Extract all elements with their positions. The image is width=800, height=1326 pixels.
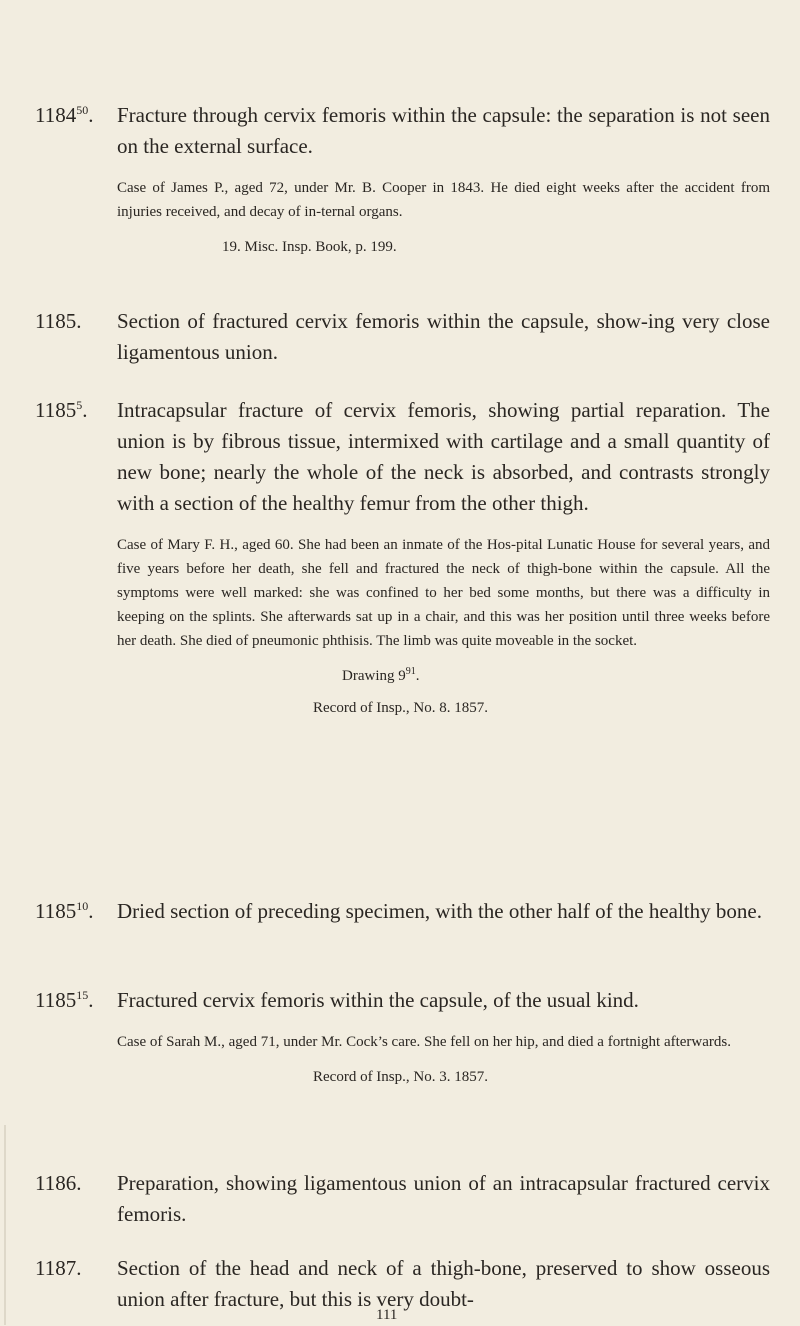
- entry-1187: [35, 1253, 770, 1315]
- entry-title: Section of the head and neck of a thigh-bone, preserved to show osseous union after fracture, but this is very doubt-: [117, 1256, 770, 1311]
- reference: Record of Insp., No. 8. 1857.: [313, 700, 488, 716]
- entry-title: Dried section of preceding specimen, with the other half of the healthy bone.: [117, 899, 762, 923]
- case-note: [117, 176, 770, 258]
- case-note: [117, 533, 770, 719]
- entry-1185-10: [35, 896, 770, 927]
- page-number: 111: [376, 1307, 398, 1323]
- entry-1185-15: [35, 985, 770, 1088]
- entry-number: 1185.: [35, 309, 82, 333]
- entry-1185: [35, 306, 770, 368]
- page-edge-line: [4, 1125, 6, 1325]
- entry-1186: [35, 1168, 770, 1230]
- case-note-text: Case of James P., aged 72, under Mr. B. Cooper in 1843. He died eight weeks after the accident from injuries received, and decay of in-ternal organs.: [117, 180, 770, 220]
- entry-title: Intracapsular fracture of cervix femoris, showing partial reparation. The union is by fibrous tissue, intermixed with cartilage and a small quantity of new bone; nearly the whole of the neck is absorbed, and contrasts strongly with a section of the healthy femur from the other thigh.: [117, 398, 770, 515]
- entry-number: 1185$^{10}$.: [35, 899, 94, 923]
- entry-number: 1185$^{15}$.: [35, 988, 94, 1012]
- reference: 19. Misc. Insp. Book, p. 199.: [222, 239, 397, 255]
- entry-number: 1185$^5$.: [35, 398, 88, 422]
- case-note-text: Case of Mary F. H., aged 60. She had been an inmate of the Hos-pital Lunatic House for several years, and five years before her death, she fell and fractured the neck of thigh-bone within the capsule. All the symptoms were well marked: she was confined to her bed some months, but there was a difficulty in keeping on the splints. She afterwards sat up in a chair, and this was her position until three weeks before her death. She died of pneumonic phthisis. The limb was quite moveable in the socket.: [117, 537, 770, 649]
- entry-title: Preparation, showing ligamentous union of an intracapsular fractured cervix femoris.: [117, 1171, 770, 1226]
- drawing-reference: Drawing $9^{91}$.: [342, 666, 420, 684]
- case-note-text: Case of Sarah M., aged 71, under Mr. Cock’s care. She fell on her hip, and died a fortnight afterwards.: [117, 1034, 731, 1050]
- entry-1185-5: [35, 395, 770, 719]
- entry-title: Fractured cervix femoris within the capsule, of the usual kind.: [117, 988, 639, 1012]
- case-note: [117, 1030, 770, 1088]
- entry-number: 1184$^{50}$.: [35, 103, 94, 127]
- entry-1184-50: [35, 100, 770, 258]
- reference: Record of Insp., No. 3. 1857.: [313, 1069, 488, 1085]
- entry-title: Section of fractured cervix femoris within the capsule, show-ing very close ligamentous union.: [117, 309, 770, 364]
- entry-number: 1186.: [35, 1171, 82, 1195]
- entry-title: Fracture through cervix femoris within the capsule: the separation is not seen on the external surface.: [117, 103, 770, 158]
- entry-number: 1187.: [35, 1256, 82, 1280]
